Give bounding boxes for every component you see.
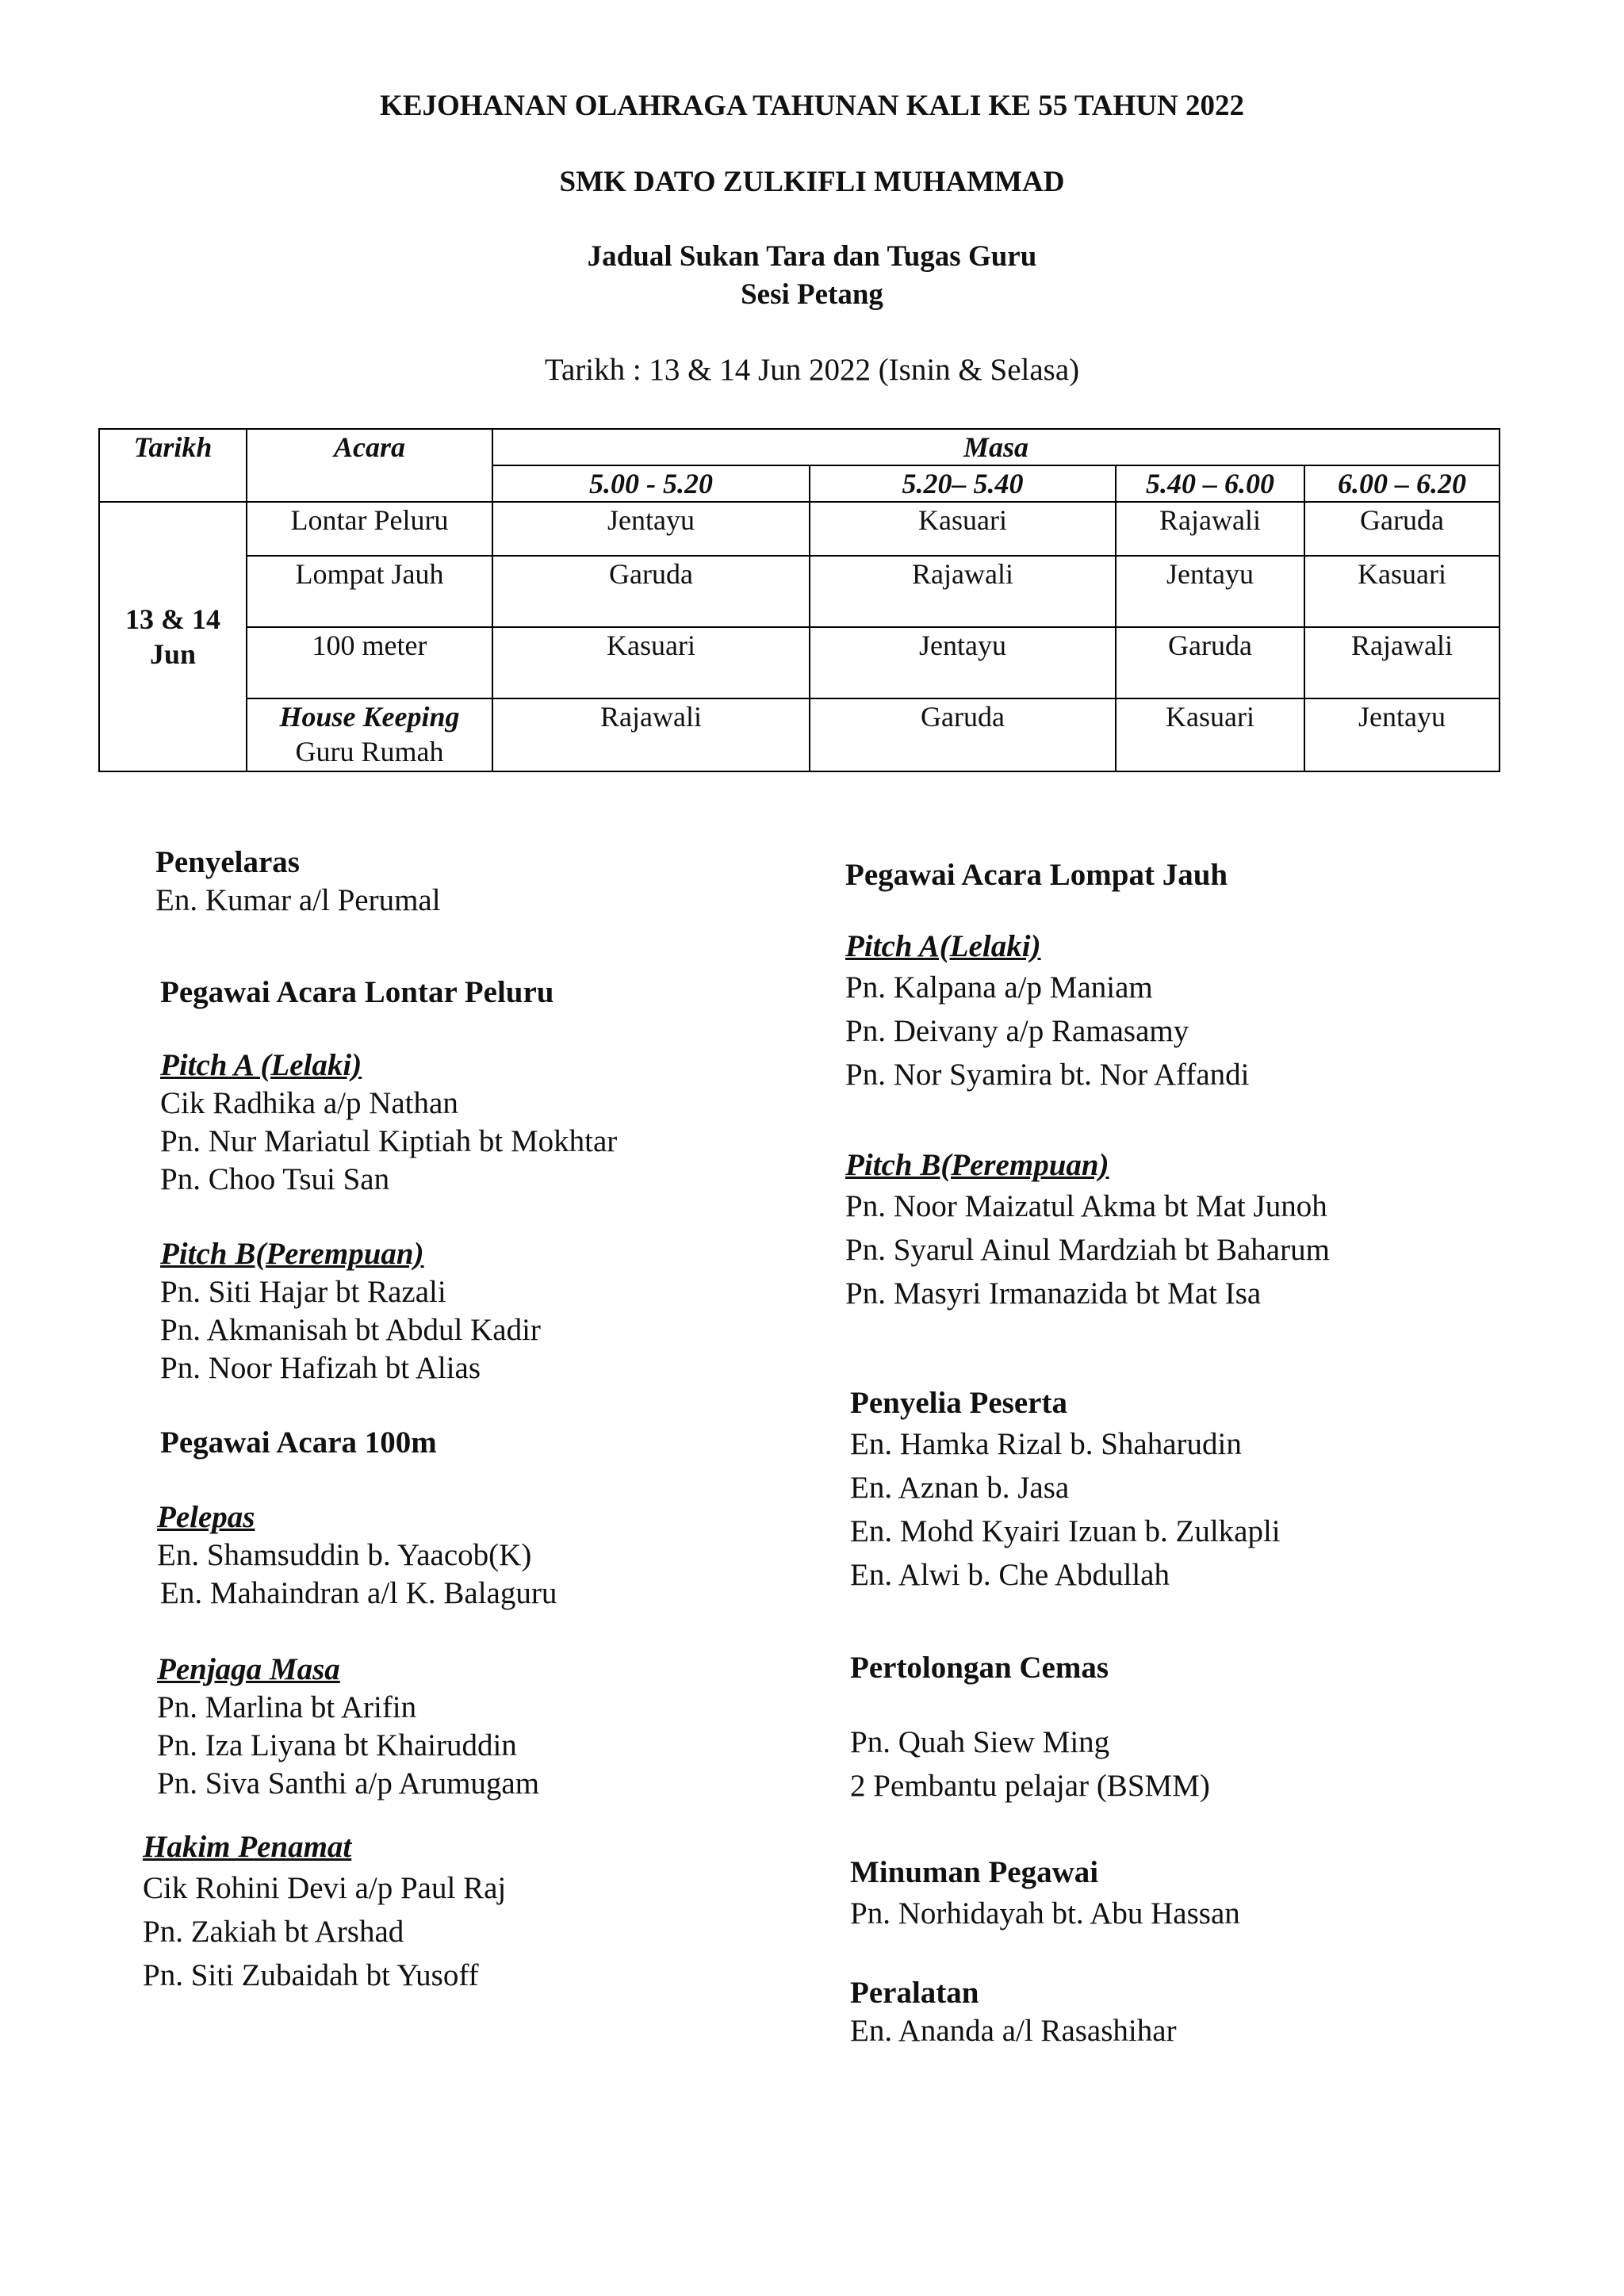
house-cell: Garuda	[1304, 502, 1500, 556]
person-name: Pn. Noor Maizatul Akma bt Mat Junoh	[845, 1189, 1327, 1223]
subsection-title: Pitch B(Perempuan)	[160, 1237, 424, 1271]
header-tarikh: Tarikh	[99, 429, 247, 502]
event-cell: Lontar Peluru	[247, 502, 492, 556]
house-cell: Garuda	[492, 556, 810, 627]
house-cell: Rajawali	[492, 698, 810, 771]
person-name: En. Aznan b. Jasa	[850, 1471, 1070, 1505]
m100-penjaga-masa	[157, 1651, 539, 1803]
section-title: Minuman Pegawai	[850, 1855, 1099, 1889]
pertolongan-section	[850, 1649, 1210, 1808]
session-label: Sesi Petang	[741, 278, 883, 311]
minuman-section	[850, 1854, 1240, 1935]
person-name: Pn. Norhidayah bt. Abu Hassan	[850, 1896, 1240, 1931]
section-title: Peralatan	[850, 1976, 979, 2010]
house-cell: Jentayu	[1304, 698, 1500, 771]
header-acara: Acara	[247, 429, 492, 502]
person-name: Pn. Marlina bt Arifin	[157, 1690, 417, 1724]
person-name: Pn. Quah Siew Ming	[850, 1725, 1110, 1759]
person-name: En. Alwi b. Che Abdullah	[850, 1558, 1170, 1592]
section-title: Pegawai Acara Lontar Peluru	[160, 975, 554, 1009]
date-cell-line2: Jun	[149, 638, 197, 670]
table-row	[99, 698, 1500, 771]
person-name: Pn. Syarul Ainul Mardziah bt Baharum	[845, 1233, 1330, 1267]
table-row	[99, 502, 1500, 556]
penyelia-section	[850, 1384, 1281, 1597]
m100-hakim-penamat	[143, 1828, 506, 1997]
person-name: En. Shamsuddin b. Yaacob(K)	[157, 1538, 532, 1572]
person-name: Pn. Kalpana a/p Maniam	[845, 970, 1153, 1004]
subsection-title: Pitch A (Lelaki)	[160, 1048, 362, 1082]
person-name: Pn. Siti Hajar bt Razali	[160, 1275, 446, 1309]
house-cell: Kasuari	[810, 502, 1116, 556]
time-slot-3: 5.40 – 6.00	[1116, 465, 1304, 502]
section-title: Pertolongan Cemas	[850, 1651, 1109, 1685]
lompat-pitch-a	[845, 928, 1249, 1096]
person-name: Cik Radhika a/p Nathan	[160, 1086, 458, 1120]
header-masa: Masa	[492, 429, 1500, 465]
doc-title: KEJOHANAN OLAHRAGA TAHUNAN KALI KE 55 TAHUN 2022	[380, 90, 1244, 122]
lontar-pitch-a	[160, 1047, 617, 1199]
event-name: House Keeping	[279, 701, 460, 733]
schedule-title: Jadual Sukan Tara dan Tugas Guru	[587, 240, 1037, 273]
section-title: Penyelaras	[155, 845, 300, 879]
lompat-section	[845, 856, 1228, 894]
house-cell: Rajawali	[1116, 502, 1304, 556]
section-title: Pegawai Acara Lompat Jauh	[845, 858, 1228, 892]
house-cell: Rajawali	[1304, 627, 1500, 698]
date-cell-line1: 13 & 14	[125, 603, 220, 635]
person-name: Cik Rohini Devi a/p Paul Raj	[143, 1871, 507, 1905]
date-line: Tarikh : 13 & 14 Jun 2022 (Isnin & Selasa)	[544, 353, 1080, 387]
event-subtitle: Guru Rumah	[295, 736, 444, 767]
person-name: Pn. Deivany a/p Ramasamy	[845, 1014, 1189, 1048]
house-cell: Jentayu	[810, 627, 1116, 698]
spacer	[850, 1687, 1210, 1720]
time-slot-4: 6.00 – 6.20	[1304, 465, 1500, 502]
section-title: Penyelia Peserta	[850, 1386, 1067, 1420]
subsection-title: Hakim Penamat	[143, 1830, 352, 1864]
person-name: Pn. Siti Zubaidah bt Yusoff	[143, 1958, 479, 1992]
person-name: Pn. Akmanisah bt Abdul Kadir	[160, 1313, 541, 1347]
person-name: Pn. Masyri Irmanazida bt Mat Isa	[845, 1276, 1262, 1311]
section-title: Pegawai Acara 100m	[160, 1425, 437, 1460]
subsection-title: Penjaga Masa	[157, 1652, 340, 1686]
house-cell: Jentayu	[1116, 556, 1304, 627]
school-name: SMK DATO ZULKIFLI MUHAMMAD	[559, 166, 1065, 198]
person-name: En. Mohd Kyairi Izuan b. Zulkapli	[850, 1514, 1281, 1548]
person-name: Pn. Choo Tsui San	[160, 1162, 390, 1196]
person-name: 2 Pembantu pelajar (BSMM)	[850, 1769, 1210, 1803]
person-name: En. Ananda a/l Rasashihar	[850, 2014, 1177, 2048]
peralatan-section	[850, 1974, 1177, 2050]
house-cell: Rajawali	[810, 556, 1116, 627]
table-row	[99, 627, 1500, 698]
subsection-title: Pitch B(Perempuan)	[845, 1148, 1109, 1182]
event-cell: Lompat Jauh	[247, 556, 492, 627]
time-slot-2: 5.20– 5.40	[810, 465, 1116, 502]
house-cell: Garuda	[810, 698, 1116, 771]
person-name: En. Kumar a/l Perumal	[155, 883, 441, 917]
house-cell: Kasuari	[492, 627, 810, 698]
lompat-pitch-b	[845, 1146, 1330, 1315]
event-cell	[247, 698, 492, 771]
person-name: Pn. Noor Hafizah bt Alias	[160, 1351, 481, 1385]
penyelaras-section	[155, 844, 441, 920]
m100-pelepas	[157, 1498, 557, 1613]
person-name: En. Mahaindran a/l K. Balaguru	[160, 1576, 557, 1610]
house-cell: Garuda	[1116, 627, 1304, 698]
house-cell: Jentayu	[492, 502, 810, 556]
lontar-section	[160, 974, 553, 1012]
event-cell: 100 meter	[247, 627, 492, 698]
schedule-table	[98, 428, 1500, 772]
date-cell	[99, 502, 247, 771]
table-row	[99, 556, 1500, 627]
person-name: Pn. Zakiah bt Arshad	[143, 1915, 404, 1949]
person-name: Pn. Nor Syamira bt. Nor Affandi	[845, 1058, 1250, 1092]
person-name: Pn. Iza Liyana bt Khairuddin	[157, 1728, 517, 1762]
house-cell: Kasuari	[1116, 698, 1304, 771]
house-cell: Kasuari	[1304, 556, 1500, 627]
person-name: En. Hamka Rizal b. Shaharudin	[850, 1427, 1242, 1461]
subsection-title: Pelepas	[157, 1500, 255, 1534]
person-name: Pn. Nur Mariatul Kiptiah bt Mokhtar	[160, 1124, 618, 1158]
person-name: Pn. Siva Santhi a/p Arumugam	[157, 1766, 540, 1800]
m100-section	[160, 1424, 437, 1462]
lontar-pitch-b	[160, 1235, 541, 1387]
subsection-title: Pitch A(Lelaki)	[845, 929, 1041, 963]
time-slot-1: 5.00 - 5.20	[492, 465, 810, 502]
